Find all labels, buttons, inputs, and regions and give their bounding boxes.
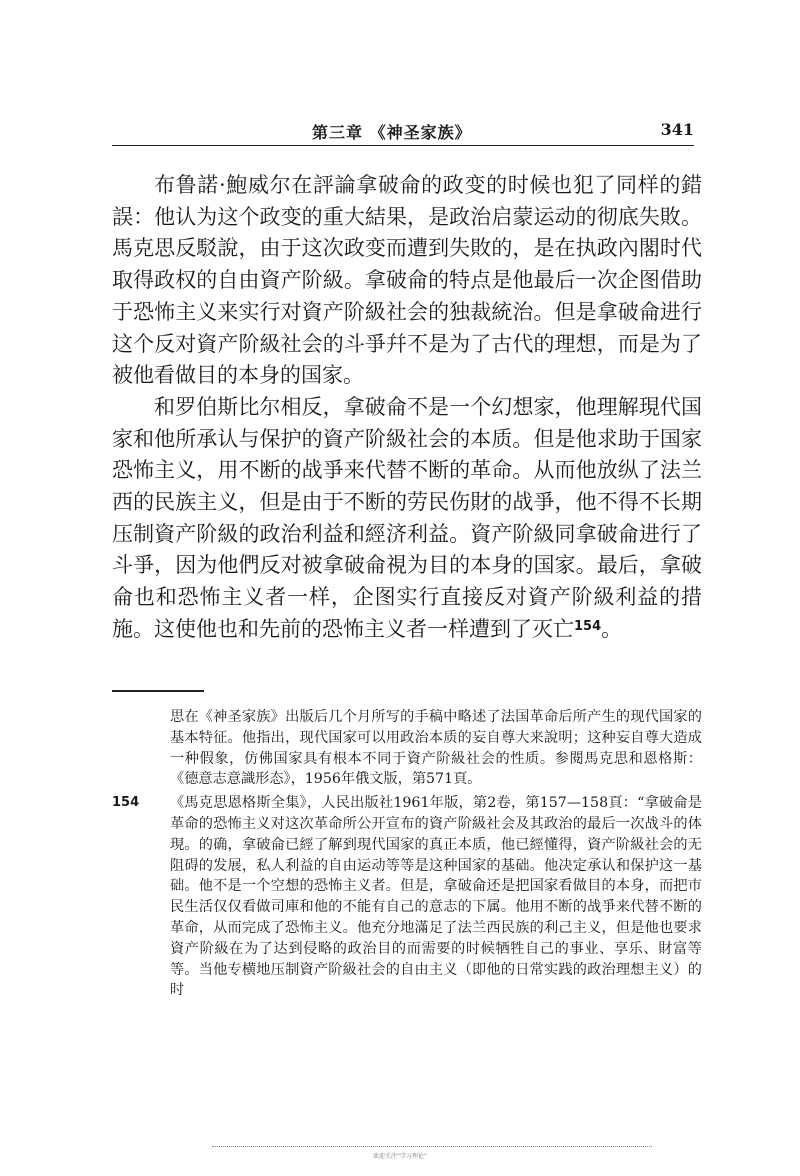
footnote-reference: 154 — [574, 618, 602, 634]
paragraph-2-text: 和罗伯斯比尔相反，拿破侖不是一个幻想家，他理解現代国家和他所承认与保护的資产阶級社会的本质。但是他求助于国家恐怖主义，用不断的战爭来代替不断的革命。从而他放纵了法兰西的民族主义，但是由于不断的劳民伤財的战爭，他不得不长期压制資产阶級的政治利益和經济利益。資产阶級同拿破侖进行了斗爭，因为他們反对被拿破侖視为目的本身的国家。最后，拿破侖也和恐怖主义者一样，企图实行直接反对資产阶級利益的措施。这使他也和先前的恐怖主义者一样遭到了灭亡 — [112, 394, 702, 641]
footnote-number: 154 — [112, 795, 140, 811]
paragraph-1: 布鲁諾·鮑威尔在評論拿破侖的政变的时候也犯了同样的錯誤：他认为这个政变的重大結果，是政治启蒙运动的彻底失敗。馬克思反駁說，由于这次政变而遭到失敗的，是在执政內閣时代取得政权的自由資产阶級。拿破侖的特点是他最后一次企图借助于恐怖主义来实行对資产阶級社会的独裁統治。但是拿破侖进行这个反对資产阶級社会的斗爭幷不是为了古代的理想，而是为了被他看做目的本身的国家。 — [112, 173, 702, 388]
header-rule — [112, 145, 694, 146]
footnote-text: 《馬克思恩格斯全集》，人民出版社1961年版，第2卷，第157—158頁：“拿破侖是革命的恐怖主义对这次革命所公开宣布的資产阶級社会及其政治的最后一次战斗的体現。的确，拿破侖已經了解到現代国家的真正本质，他已經懂得，資产阶級社会的无阻碍的发展，私人利益的自由运动等等是这种国家的基础。他决定承认和保护这一基础。他不是一个空想的恐怖主义者。但是，拿破侖还是把国家看做目的本身，而把市民生活仅仅看做司庫和他的不能有自己的意志的下属。他用不断的战爭来代替不断的革命，从而完成了恐怖主义。他充分地滿足了法兰西民族的利己主义，但是他也要求資产阶級在为了达到侵略的政治目的而需要的时候牺牲自己的事业、享乐、財富等等。当他专横地压制資产阶級社会的自由主义（即他的日常实践的政治理想主义）的时 — [170, 795, 702, 999]
running-head — [112, 120, 694, 144]
page-number: 341 — [660, 120, 694, 139]
main-text — [112, 170, 702, 646]
footnote-continuation: 思在《神圣家族》出版后几个月所写的手稿中略述了法国革命后所产生的现代国家的基本特征。他指出，现代国家可以用政治本质的妄自尊大来說明；这种妄自尊大造成一种假象，仿佛国家具有根本不同于資产阶級社会的性质。参閱馬克思和恩格斯：《德意志意識形态》，1956年俄文版，第571頁。 — [170, 709, 702, 788]
footnotes — [112, 707, 702, 1001]
chapter-title: 第三章 《神圣家族》 — [312, 123, 472, 142]
watermark: 欢迎关注“学习理论” — [372, 1153, 428, 1160]
footnote-154 — [112, 793, 702, 1001]
paragraph-2: 和罗伯斯比尔相反，拿破侖不是一个幻想家，他理解現代国家和他所承认与保护的資产阶級社会的本质。但是他求助于国家恐怖主义，用不断的战爭来代替不断的革命。从而他放纵了法兰西的民族主义，但是由于不断的劳民伤財的战爭，他不得不长期压制資产阶級的政治利益和經济利益。資产阶級同拿破侖进行了斗爭，因为他們反对被拿破侖視为目的本身的国家。最后，拿破侖也和恐怖主义者一样，企图实行直接反对資产阶級利益的措施。这使他也和先前的恐怖主义者一样遭到了灭亡$^{154}$。 — [112, 394, 702, 641]
footnote-rule — [112, 690, 204, 692]
bottom-dotted-line — [212, 1146, 652, 1147]
